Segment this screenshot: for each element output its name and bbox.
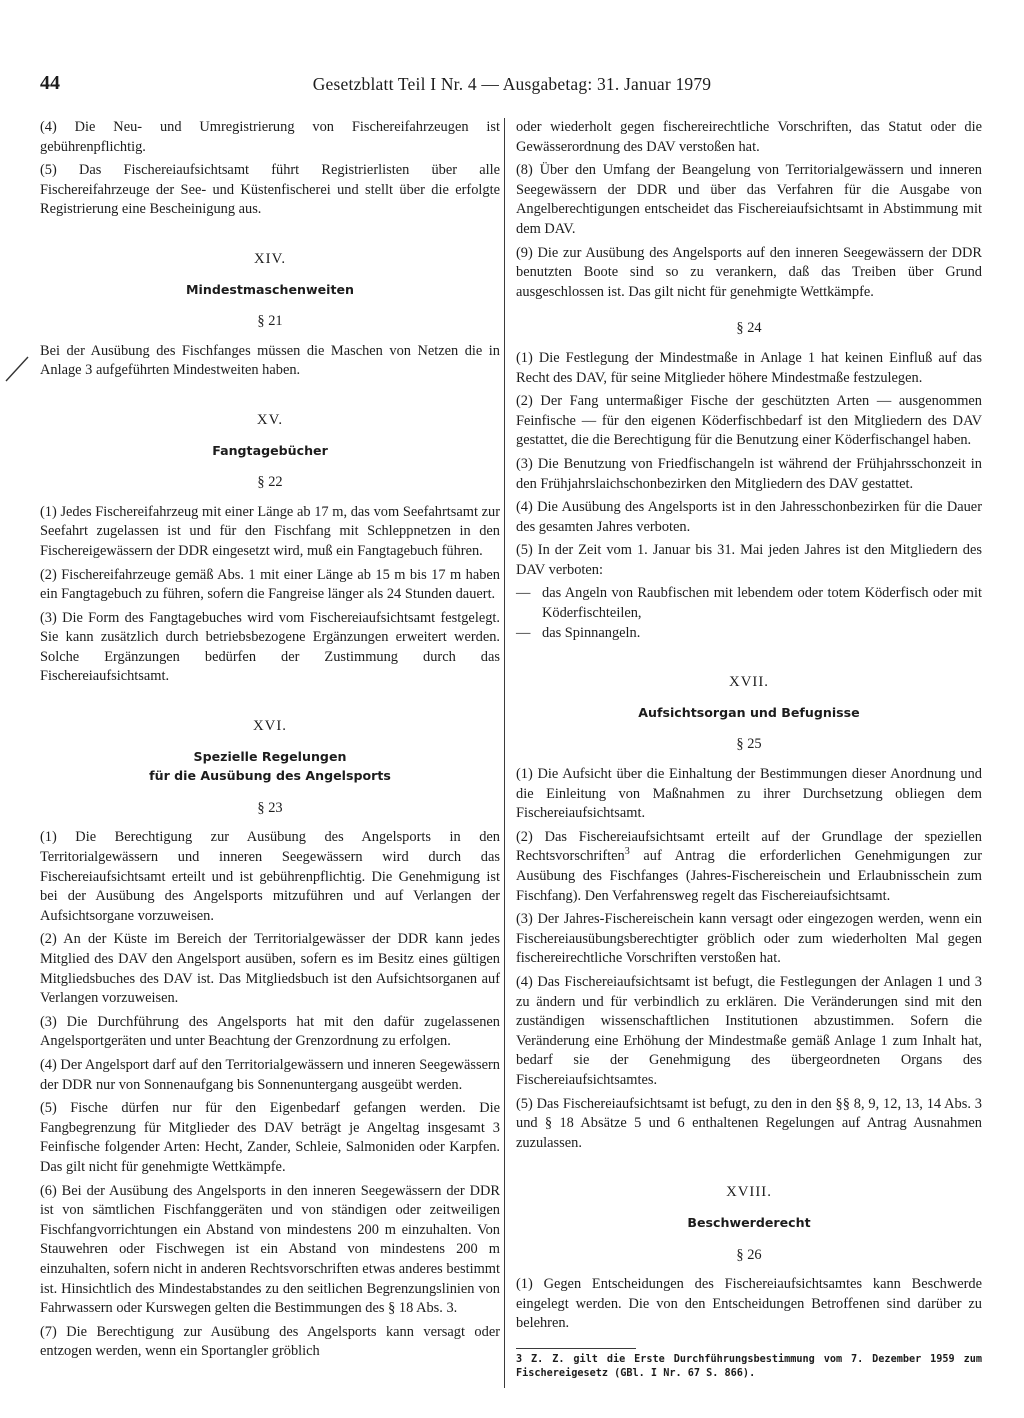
paragraph: (3) Die Benutzung von Friedfischangeln ist während der Frühjahrsschonzeit in den Frühjahrslaichschonbezirken den Mitgliedern des DAV gestattet. [516,455,982,492]
dash-bullet: — [516,585,531,602]
paragraph [516,828,982,906]
paragraph: (5) In der Zeit vom 1. Januar bis 31. Mai jeden Jahres ist den Mitgliedern des DAV verboten: [516,542,982,578]
paragraph-text: auf Antrag die erforderlichen Genehmigungen zur Ausübung des Fischfanges (Jahres-Fischereischein und Erlaubnisschein zum Fischfang). Den Verfahrensweg regelt das Fischereiaufsichtsamt. [516,848,982,904]
paragraph-sign: § 22 [257,474,283,491]
paragraph: (1) Die Festlegung der Mindestmaße in Anlage 1 hat keinen Einfluß auf das Recht des DAV, für seine Mitglieder höhere Mindestmaße festzulegen. [516,349,982,386]
paragraph: (5) Fische dürfen nur für den Eigenbedarf gefangen werden. Die Fangbegrenzung für Mitglieder des DAV beträgt je Angeltag insgesamt 3 Feinfische folgender Arten: Hecht, Zander, Schleie, Salmoniden oder Karpfen. Das gilt nicht für genehmigte Wettkämpfe. [40,1100,500,1175]
paragraph: (1) Jedes Fischereifahrzeug mit einer Länge ab 17 m, das vom Seefahrtsamt zur Seefahrt zugelassen ist und für den Fischfang mit Schleppnetzen in den Fischereigewässern der DDR eingesetzt wird, muß ein Fangtagebuch führen. [40,503,500,559]
paragraph: (3) Die Durchführung des Angelsports hat mit den dafür zugelassenen Angelsportgeräten und unter Beachtung der Grenzordnung zu erfolgen. [40,1013,500,1050]
paragraph: (6) Bei der Ausübung des Angelsports in den inneren Seegewässern der DDR ist von sämtlichen Fischfanggeräten und von ständigen oder zeitweiligen Fischfangvorrichtungen ein Abstand von mindestens 200 m einzuhalten. Von Stauwehren oder Fischwegen ist ein Abstand von mindestens 200 m einzuhalten, sofern nicht in anderen Rechtsvorschriften etwas anderes bestimmt ist. Hinsichtlich des Mindestabstandes zu den seitlichen Begrenzungslinien von Fahrwassern oder Kurswegen gelten die Bestimmungen des § 18 Abs. 3. [40,1182,500,1317]
paragraph: (1) Die Berechtigung zur Ausübung des Angelsports in den Territorialgewässern und inneren Seegewässern wird durch das Fischereiaufsichtsamt erteilt und ist gebührenpflichtig. Die Genehmigung ist bei der Ausübung des Angelsports mitzuführen und auf Verlangen der Aufsichtsorgane vorzuweisen. [40,829,500,924]
section-title: Beschwerderecht [687,1214,811,1230]
paragraph: (4) Der Angelsport darf auf den Territorialgewässern und inneren Seegewässern der DDR nur von Sonnenaufgang bis Sonnenuntergang ausgeübt werden. [40,1056,500,1093]
paragraph: (3) Der Jahres-Fischereischein kann versagt oder eingezogen werden, wenn ein Fischereiausübungsberechtigter gröblich oder zum wiederholten Mal gegen fischereirechtliche Vorschriften verstoßen hat. [516,911,982,967]
section-number: XIV. [253,250,287,267]
section-title: Mindestmaschenweiten [186,281,354,297]
running-title: Gesetzblatt Teil I Nr. 4 — Ausgabetag: 31. Januar 1979 [312,74,712,94]
list-item [516,624,982,644]
section-number: XVIII. [726,1184,772,1201]
paragraph: (2) An der Küste im Bereich der Territorialgewässer der DDR kann jedes Mitglied des DAV den Angelsport ausüben, sofern es im Besitz eines gültigen Mitgliedsbuches des DAV ist. Das Mitgliedsbuch ist den Aufsichtsorganen auf Verlangen vorzuweisen. [40,931,500,1007]
paragraph: (8) Über den Umfang der Beangelung von Territorialgewässern und inneren Seegewässern der DDR und über das Verfahren für die Ausgabe von Angelberechtigungen entscheidet das Fischereiaufsichtsamt in Abstimmung mit dem DAV. [516,162,982,237]
paragraph: (2) Fischereifahrzeuge gemäß Abs. 1 mit einer Länge ab 15 m bis 17 m haben ein Fangtagebuch zu führen, sofern die Fangreise länger als 24 Stunden dauert. [40,566,500,603]
paragraph: (4) Das Fischereiaufsichtsamt ist befugt, die Festlegungen der Anlagen 1 und 3 zu ändern und für verbindlich zu erklären. Die Veränderungen sind mit den zuständigen wissenschaftlichen Institutionen abzustimmen. Sofern die Veränderung eine Erhöhung der Mindestmaße gemäß Anlage 1 zum Inhalt hat, bedarf sie der Genehmigung des übergeordneten Organs des Fischereiaufsichtsamtes. [516,973,982,1088]
paragraph: oder wiederholt gegen fischereirechtliche Vorschriften, das Statut oder die Gewässerordnung des DAV verstoßen hat. [516,119,982,155]
paragraph: (5) Das Fischereiaufsichtsamt ist befugt, zu den in den §§ 8, 9, 12, 13, 14 Abs. 3 und § 18 Absätze 5 und 6 enthaltenen Regelungen auf Antrag Ausnahmen zuzulassen. [516,1095,982,1151]
paragraph-sign: § 23 [257,799,283,816]
paragraph: (2) Der Fang untermaßiger Fische der geschützten Arten — ausgenommen Feinfische — für den eigenen Köderfischbedarf ist den Mitgliedern des DAV gestattet, die die Berechtigung für die Benutzung einer Köderfischangel haben. [516,393,982,449]
list-item-text: das Angeln von Raubfischen mit lebendem oder totem Köderfisch oder mit Köderfischteilen, [542,585,982,622]
margin-pencil-mark [2,355,32,383]
footnote-reference[interactable]: 3 [624,846,630,858]
paragraph: (1) Gegen Entscheidungen des Fischereiaufsichtsamtes kann Beschwerde eingelegt werden. Die von den Entscheidungen Betroffenen sind darüber zu belehren. [516,1276,982,1332]
footnote-rule [516,1348,636,1349]
page-number: 44 [40,72,60,94]
page-header [40,72,984,98]
paragraph-sign: § 25 [736,736,762,753]
left-column [40,118,500,1366]
section-number: XV. [256,411,284,428]
right-column [516,118,982,1381]
list-item [516,584,982,623]
paragraph-sign: § 26 [736,1246,762,1263]
section-number: XVI. [253,718,287,735]
paragraph-sign: § 21 [257,313,283,330]
dash-bullet: — [516,624,531,641]
section-number: XVII. [729,674,769,691]
paragraph: (9) Die zur Ausübung des Angelsports auf den inneren Seegewässern der DDR benutzten Boote sind so zu verankern, daß das Treiben über Grund ausgeschlossen ist. Das gilt nicht für genehmigte Wettkämpfe. [516,244,982,300]
paragraph: (7) Die Berechtigung zur Ausübung des Angelsports kann versagt oder entzogen werden, wenn ein Sportangler gröblich [40,1323,500,1360]
paragraph: (3) Die Form des Fangtagebuches wird vom Fischereiaufsichtsamt festgelegt. Sie kann zusätzlich durch betriebsbezogene Ergänzungen erweitert werden. Solche Ergänzungen bedürfen der Zustimmung durch das Fischereiaufsichtsamt. [40,609,500,685]
paragraph: (5) Das Fischereiaufsichtsamt führt Registrierlisten über alle Fischereifahrzeuge der See- und Küstenfischerei und stellt über die erfolgte Registrierung eine Bescheinigung aus. [40,162,500,218]
section-title: Fangtagebücher [212,442,328,458]
section-title: Spezielle Regelungen [193,748,347,764]
paragraph: (4) Die Neu- und Umregistrierung von Fischereifahrzeugen ist gebührenpflichtig. [40,119,500,155]
section-title: Aufsichtsorgan und Befugnisse [638,704,860,720]
paragraph-text: (2) Das Fischereiaufsichtsamt erteilt auf der Grundlage der speziellen Rechtsvorschriften [516,828,982,865]
paragraph: (1) Die Aufsicht über die Einhaltung der Bestimmungen dieser Anordnung und die Einleitung von Maßnahmen zu ihrer Durchsetzung obliegen dem Fischereiaufsichtsamt. [516,766,982,822]
section-title: für die Ausübung des Angelsports [149,768,391,784]
paragraph-sign: § 24 [736,320,762,337]
paragraph: (4) Die Ausübung des Angelsports ist in den Jahresschonbezirken für die Dauer des gesamten Jahres verboten. [516,499,982,535]
column-divider [504,118,505,1388]
dash-list [516,584,982,643]
footnote: 3 Z. Z. gilt die Erste Durchführungsbestimmung vom 7. Dezember 1959 zum Fischereigesetz (GBl. I Nr. 67 S. 866). [516,1353,982,1379]
list-item-text: das Spinnangeln. [542,624,641,641]
paragraph: Bei der Ausübung des Fischfanges müssen die Maschen von Netzen die in Anlage 3 aufgeführten Mindestweiten haben. [40,342,500,379]
